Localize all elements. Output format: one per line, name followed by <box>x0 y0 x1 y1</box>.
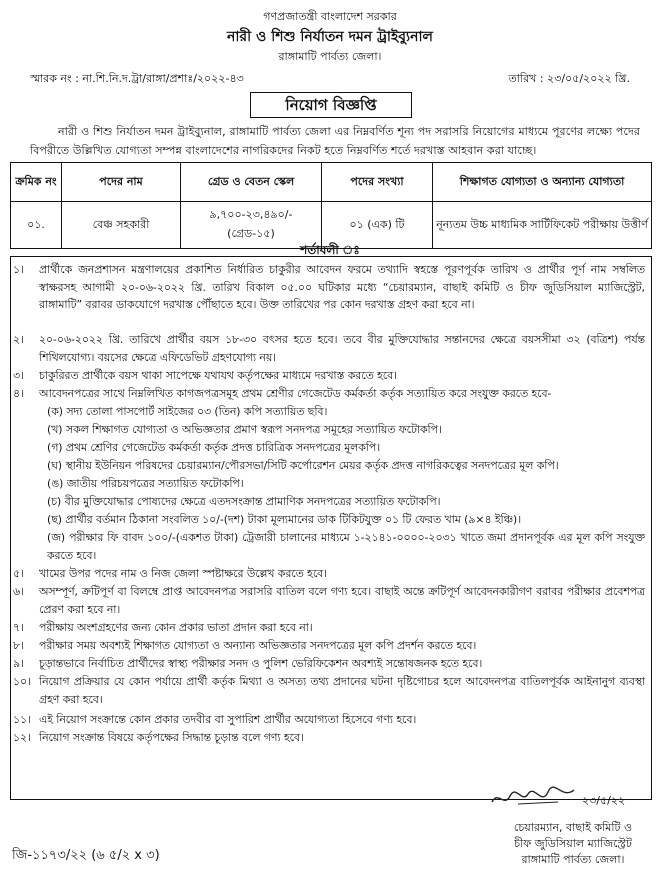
condition-text: (ক) সদ্য তোলা পাসপোর্ট সাইজের ০৩ (তিন) কপি সত্যায়িত ছবি। <box>47 405 328 418</box>
condition-text: পরীক্ষায় অংশগ্রহণের জন্য কোন প্রকার ভাতা প্রদান করা হবে না। <box>39 621 313 634</box>
signature-date: ২৩/৫/২২ <box>582 794 626 807</box>
memo-number: স্মারক নং : না.শি.নি.দ.ট্রা/রাঙ্গা/প্রশাঃ/২০২২-৪৩ <box>30 72 244 85</box>
cell-serial: ০১. <box>11 202 62 249</box>
tribunal-heading: নারী ও শিশু নির্যাতন দমন ট্রাইব্যুনাল <box>227 29 433 45</box>
pay-scale: ৯,৭০০-২৩,৪৯০/- <box>209 208 293 221</box>
header-post: পদের নাম <box>62 163 181 202</box>
signatory-line: চেয়ারম্যান, বাছাই কমিটি ও <box>513 821 633 834</box>
condition-text: পরীক্ষার সময় অবশ্যই শিক্ষাগত যোগ্যতা ও অন্যান্য অভিজ্ঞতার সনদপত্রের মূল কপি প্রদর্শন করতে হবে। <box>39 639 477 652</box>
cell-qualification: নূন্যতম উচ্চ মাধ্যমিক সার্টিফিকেট পরীক্ষায় উত্তীর্ণ <box>433 202 652 249</box>
condition-number: ৭। <box>13 621 24 634</box>
condition-text: অসম্পূর্ণ, ক্রটিপূর্ণ বা বিলম্বে প্রাপ্ত আবেদনপত্র সরাসরি বাতিল বলে গণ্য হবে। বাছাই অন্তে ক্রটিপূর্ণ আবেদনকারীগণ বরাবর পরীক্ষার প্রবেশপত্র প্রেরণ করা হবে না। <box>39 585 645 616</box>
cell-count: ০১ (এক) টি <box>322 202 433 249</box>
condition-text: চাকুরিরত প্রার্থীকে বয়স থাকা সাপেক্ষে যথাযথ কর্তৃপক্ষের মাধ্যমে দরখাস্ত করতে হবে। <box>39 369 398 382</box>
condition-number: ৪। <box>13 387 24 400</box>
condition-number: ৬। <box>13 585 24 598</box>
condition-number: ৯। <box>13 657 24 670</box>
intro-paragraph: নারী ও শিশু নির্যাতন দমন ট্রাইব্যুনাল, রাঙ্গামাটি পার্বত্য জেলা এর নিম্নবর্ণিত শূন্য পদ সরাসরি নিয়োগের মাধ্যমে পূরণের লক্ষ্যে পদের বিপরীতে উল্লিখিত যোগ্যতা সম্পন্ন বাংলাদেশের নাগরিকদের নিকট হতে নিম্নবর্ণিত শর্তে দরখাস্ত আহবান করা যাচ্ছে। <box>30 125 640 157</box>
reference-code: জি-১১৭৩/২২ (৬ ৫/২ x ৩) <box>12 848 160 863</box>
condition-text: নিয়োগ প্রক্রিয়ার যে কোন পর্যায়ে প্রার্থী কর্তৃক মিথ্যা ও অসত্য তথ্য প্রদানের ঘটনা দৃষ্টিগোচর হলে আবেদনপত্র বাতিলপূর্বক আইনানুগ ব্যবস্থা গ্রহণ করা হবে। <box>39 675 645 706</box>
cell-post: বেঞ্চ সহকারী <box>62 202 181 249</box>
header-scale: গ্রেড ও বেতন স্কেল <box>181 163 322 202</box>
header-serial: ক্রমিক নং <box>11 163 62 202</box>
condition-text: (খ) সকল শিক্ষাগত যোগ্যতা ও অভিজ্ঞতার প্রমাণ স্বরূপ সনদপত্র সমূহের সত্যায়িত ফটোকপি। <box>47 423 442 436</box>
condition-text: খামের উপর পদের নাম ও নিজ জেলা স্পষ্টাক্ষরে উল্লেখ করতে হবে। <box>39 567 328 580</box>
condition-text: ২০-০৬-২০২২ খ্রি. তারিখে প্রার্থীর বয়স ১৮-৩০ বৎসর হতে হবে। তবে বীর মুক্তিযোদ্ধার সন্তানদের ক্ষেত্রে বয়সসীমা ৩২ (বত্রিশ) পর্যন্ত শিথিলযোগ্য। বয়সের ক্ষেত্রে এফিডেভিট গ্রহণযোগ্য নয়। <box>39 333 645 364</box>
district-heading: রাঙ্গামাটি পার্বত্য জেলা। <box>278 50 382 63</box>
condition-text: চূড়ান্তভাবে নির্বাচিত প্রার্থীদের স্বাস্থ্য পরীক্ষার সনদ ও পুলিশ ভেরিফিকেশন অবশ্যই সন্তোষজনক হতে হবে। <box>39 657 483 670</box>
header-count: পদের সংখ্যা <box>322 163 433 202</box>
condition-text: (ঘ) স্থানীয় ইউনিয়ন পরিষদের চেয়ারম্যান/পৌরসভা/সিটি কর্পোরেশন মেয়র কর্তৃক প্রদত্ত নাগরিকত্বের সনদপত্রের মূল কপি। <box>47 459 559 472</box>
condition-text: (চ) বীর মুক্তিযোদ্ধার পোষ্যদের ক্ষেত্রে এতদসংক্রান্ত প্রামাণিক সনদপত্রের সত্যায়িত ফটোকপি। <box>47 495 441 508</box>
condition-text: (জ) পরীক্ষার ফি বাবদ ১০০/-(একশত টাকা) ট্রেজারী চালানের মাধ্যমে ১-২১৪১-০০০০-২০৩১ খাতে জমা প্রদানপূর্বক এর মূল কপি সংযুক্ত করতে হবে। <box>47 531 645 562</box>
condition-number: ১। <box>13 263 24 276</box>
condition-text: নিয়োগ সংক্রান্ত বিষয়ে কর্তৃপক্ষের সিদ্ধান্ত চূড়ান্ত বলে গণ্য হবে। <box>39 731 304 744</box>
signatory-line: রাঙ্গামাটি পার্বত্য জেলা। <box>521 853 625 866</box>
notice-date: তারিখ : ২৩/০৫/২০২২ খ্রি. <box>508 72 630 85</box>
condition-number: ২। <box>13 333 24 346</box>
grade: (গ্রেড-১৫) <box>227 227 275 240</box>
table-header-row <box>11 163 652 202</box>
condition-text: প্রার্থীকে জনপ্রশাসন মন্ত্রণালয়ের প্রকাশিত নির্ধারিত চাকুরীর আবেদন ফরমে তথ্যাদি স্বহস্তে পূরণপূর্বক তারিখ ও প্রার্থীর পূর্ণ নাম সম্বলিত স্বাক্ষরসহ আগামী ২০-০৬-২০২২ খ্রি. তারিখ বিকাল ০৫.০০ ঘটিকার মধ্যে “চেয়ারম্যান, বাছাই কমিটি ও চীফ জুডিসিয়াল ম্যাজিস্ট্রেট, রাঙ্গামাটি” বরাবর ডাকযোগে দরখাস্ত পৌঁছাতে হবে। উক্ত তারিখের পর কোন দরখাস্ত গ্রহণ করা হবে না। <box>39 263 645 311</box>
condition-text: (ঙ) জাতীয় পরিচয়পত্রের সত্যায়িত ফটোকপি। <box>47 477 244 490</box>
handwritten-signature <box>488 782 578 812</box>
condition-number: ১০। <box>13 675 31 688</box>
condition-text: এই নিয়োগ সংক্রান্তে কোন প্রকার তদবীর বা সুপারিশ প্রার্থীর অযোগ্যতা হিসেবে গণ্য হবে। <box>39 713 417 726</box>
conditions-box <box>10 256 652 800</box>
header-qualification: শিক্ষাগত যোগ্যতা ও অন্যান্য যোগ্যতা <box>433 163 652 202</box>
condition-number: ১২। <box>13 731 31 744</box>
condition-text: (গ) প্রথম শ্রেণির গেজেটেড কর্মকর্তা কর্তৃক প্রদত্ত চারিত্রিক সনদপত্রের মূলকপি। <box>47 441 381 454</box>
vacancy-table <box>10 162 652 249</box>
condition-number: ৮। <box>13 639 24 652</box>
condition-number: ৫। <box>13 567 24 580</box>
condition-text: আবেদনপত্রের সাথে নিম্নলিখিত কাগজপত্রসমূহ প্রথম শ্রেণীর গেজেটেড কর্মকর্তা কর্তৃক সত্যায়িত করে সংযুক্ত করতে হবে- <box>39 387 552 400</box>
signatory-block <box>488 820 658 868</box>
condition-number: ৩। <box>13 369 24 382</box>
government-heading: গণপ্রজাতন্ত্রী বাংলাদেশ সরকার <box>263 10 397 23</box>
condition-text: (ছ) প্রার্থীর বর্তমান ঠিকানা সংবলিত ১০/-(দশ) টাকা মূল্যমানের ডাক টিকিটযুক্ত ০১ টি ফেরত খাম (৯×৪ ইঞ্চি)। <box>47 513 522 526</box>
conditions-title: শর্তাবলী ঃ <box>300 243 360 257</box>
condition-number: ১১। <box>13 713 31 726</box>
signatory-line: চীফ জুডিসিয়াল ম্যাজিস্ট্রেট <box>514 837 632 850</box>
notice-title: নিয়োগ বিজ্ঞপ্তি <box>250 92 412 118</box>
